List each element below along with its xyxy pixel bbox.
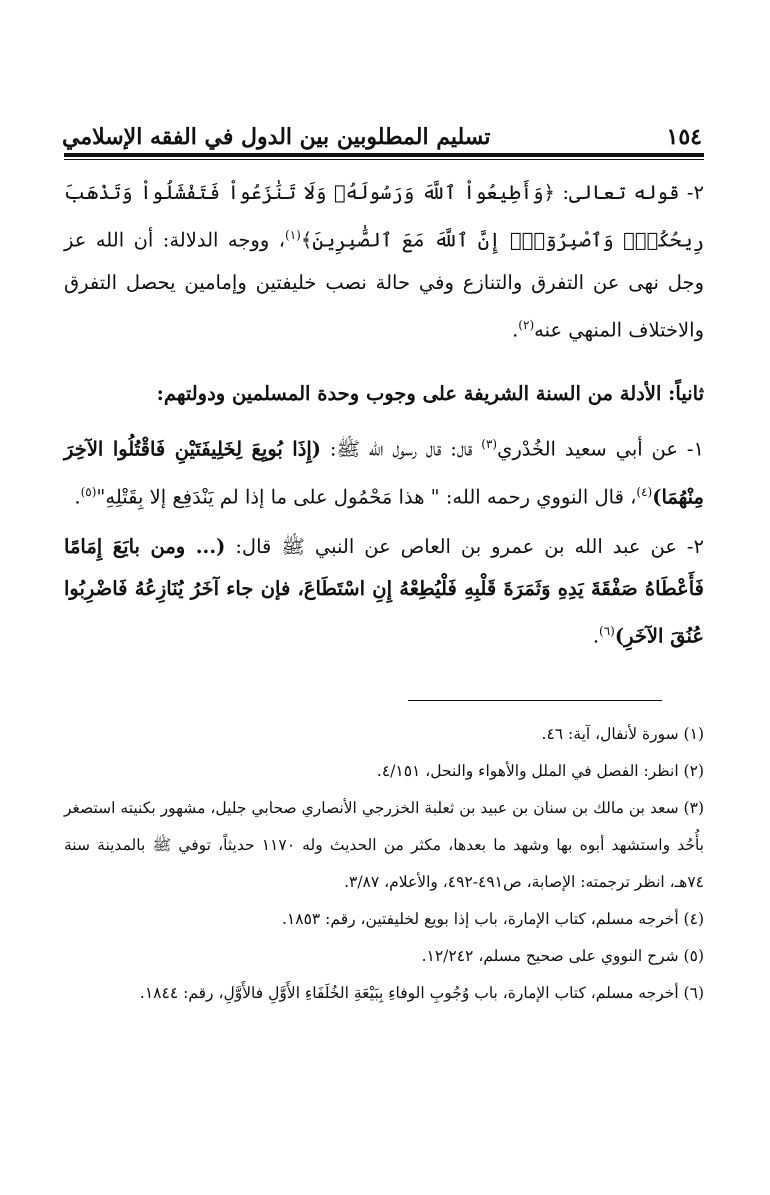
evidence-item-2: ٢- قوله تعالى: ﴿وَأَطِيعُواْ ٱللَّهَ وَرَسُولَهُۥ وَلَا تَنَٰزَعُواْ فَتَفْشَلُواْ وَتَذْهَبَ رِيحُكُمْۖ وَٱصْبِرُوٓاْۚ إِنَّ ٱللَّهَ مَعَ ٱلصَّٰبِرِينَ﴾$^{(١)}$، ووجه الدلالة: أن الله عز وجل نهى عن التفرق والتنازع وفي حالة نصب خليفتين وإمامين يحصل التفرق والاختلاف المنهي عنه$^{(٢)}$. xyxy=(64,181,704,341)
running-title: تسليم المطلوبين بين الدول في الفقه الإسلامي xyxy=(62,124,491,150)
hadith-text: (إِذَا بُويِعَ لِخَلِيفَتَيْنِ فَاقْتُلُوا الآخِرَ مِنْهُمَا) xyxy=(64,437,704,508)
header-rule-thick xyxy=(64,153,704,157)
footnote: (٢) انظر: الفصل في الملل والأهواء والنحل، ٤/١٥١. xyxy=(376,762,704,780)
footnote: (٣) سعد بن مالك بن سنان بن عبيد بن ثعلبة الخزرجي الأنصاري صحابي جليل، مشهور بكنيته استصغر بأُحُد واستشهد أبوه بها وشهد ما بعدها، مكثر من الحديث وله ١١٧٠ حديثاً، توفي ﷺ بالمدينة سنة ٧٤هـ، انظر ترجمته: الإصابة، ص٤٩١-٤٩٢، والأعلام، ٣/٨٧. xyxy=(64,799,704,891)
page-number: ١٥٤ xyxy=(666,124,702,150)
footnote-ref: (٣) xyxy=(481,437,498,451)
footnotes xyxy=(64,716,704,1012)
section-heading: ثانياً: الأدلة من السنة الشريفة على وجوب وحدة المسلمين ودولتهم: xyxy=(156,382,704,405)
footnote: (٥) شرح النووي على صحيح مسلم، ١٢/٢٤٢. xyxy=(421,947,704,965)
footnote: (٤) أخرجه مسلم، كتاب الإمارة، باب إذا بويع لخليفتين، رقم: ١٨٥٣. xyxy=(281,910,704,928)
quran-verse: ﴿وَأَطِيعُواْ ٱللَّهَ وَرَسُولَهُۥ وَلَا تَنَٰزَعُواْ فَتَفْشَلُواْ وَتَذْهَبَ رِيحُكُمْۖ وَٱصْبِرُوٓاْۚ إِنَّ ٱللَّهَ مَعَ ٱلصَّٰبِرِينَ﴾ xyxy=(64,181,704,252)
footnote-ref: (٥) xyxy=(80,484,97,499)
footnote-ref: (٢) xyxy=(518,317,535,332)
footnote-ref: (٤) xyxy=(636,484,653,499)
footnote: (٦) أخرجه مسلم، كتاب الإمارة، باب وُجُوبِ الوفاءِ بِبَيْعَةِ الخُلَفَاءِ الأَوَّلِ فالأَوَّلِ، رقم: ١٨٤٤. xyxy=(139,984,704,1002)
hadith-text: (... ومن بايَعَ إِمَامًا فَأَعْطَاهُ صَفْقَةَ يَدِهِ وَثَمَرَةَ قَلْبِهِ فَلْيُطِعْهُ إِنِ اسْتَطَاعَ، فإن جاء آخَرُ يُنَازِعُهُ فَاضْرِبُوا عُنُقَ الآخَرِ) xyxy=(64,535,704,648)
footnote-ref: (١) xyxy=(285,228,301,242)
hadith-item-2: ٢- عن عبد الله بن عمرو بن العاص عن النبي ﷺ قال: (... ومن بايَعَ إِمَامًا فَأَعْطَاهُ صَفْقَةَ يَدِهِ وَثَمَرَةَ قَلْبِهِ فَلْيُطِعْهُ إِنِ اسْتَطَاعَ، فإن جاء آخَرُ يُنَازِعُهُ فَاضْرِبُوا عُنُقَ الآخَرِ)$^{(٦)}$. xyxy=(64,535,704,648)
footnote-ref: (٦) xyxy=(599,624,615,638)
main-text xyxy=(64,172,704,658)
page-header xyxy=(62,110,702,150)
footnote-separator xyxy=(408,700,662,701)
header-rule-thin xyxy=(64,159,704,160)
footnote: (١) سورة لأنفال، آية: ٤٦. xyxy=(541,725,704,743)
hadith-item-1: ١- عن أبي سعيد الخُدْري$^{(٣)}$ قال: قال رسول الله ﷺ: (إِذَا بُويِعَ لِخَلِيفَتَيْنِ فَاقْتُلُوا الآخِرَ مِنْهُمَا)$^{(٤)}$، قال النووي رحمه الله: " هذا مَحْمُول على ما إذا لم يَنْدَفِع إلا بِقَتْلِهِ"$^{(٥)}$. xyxy=(64,437,704,508)
